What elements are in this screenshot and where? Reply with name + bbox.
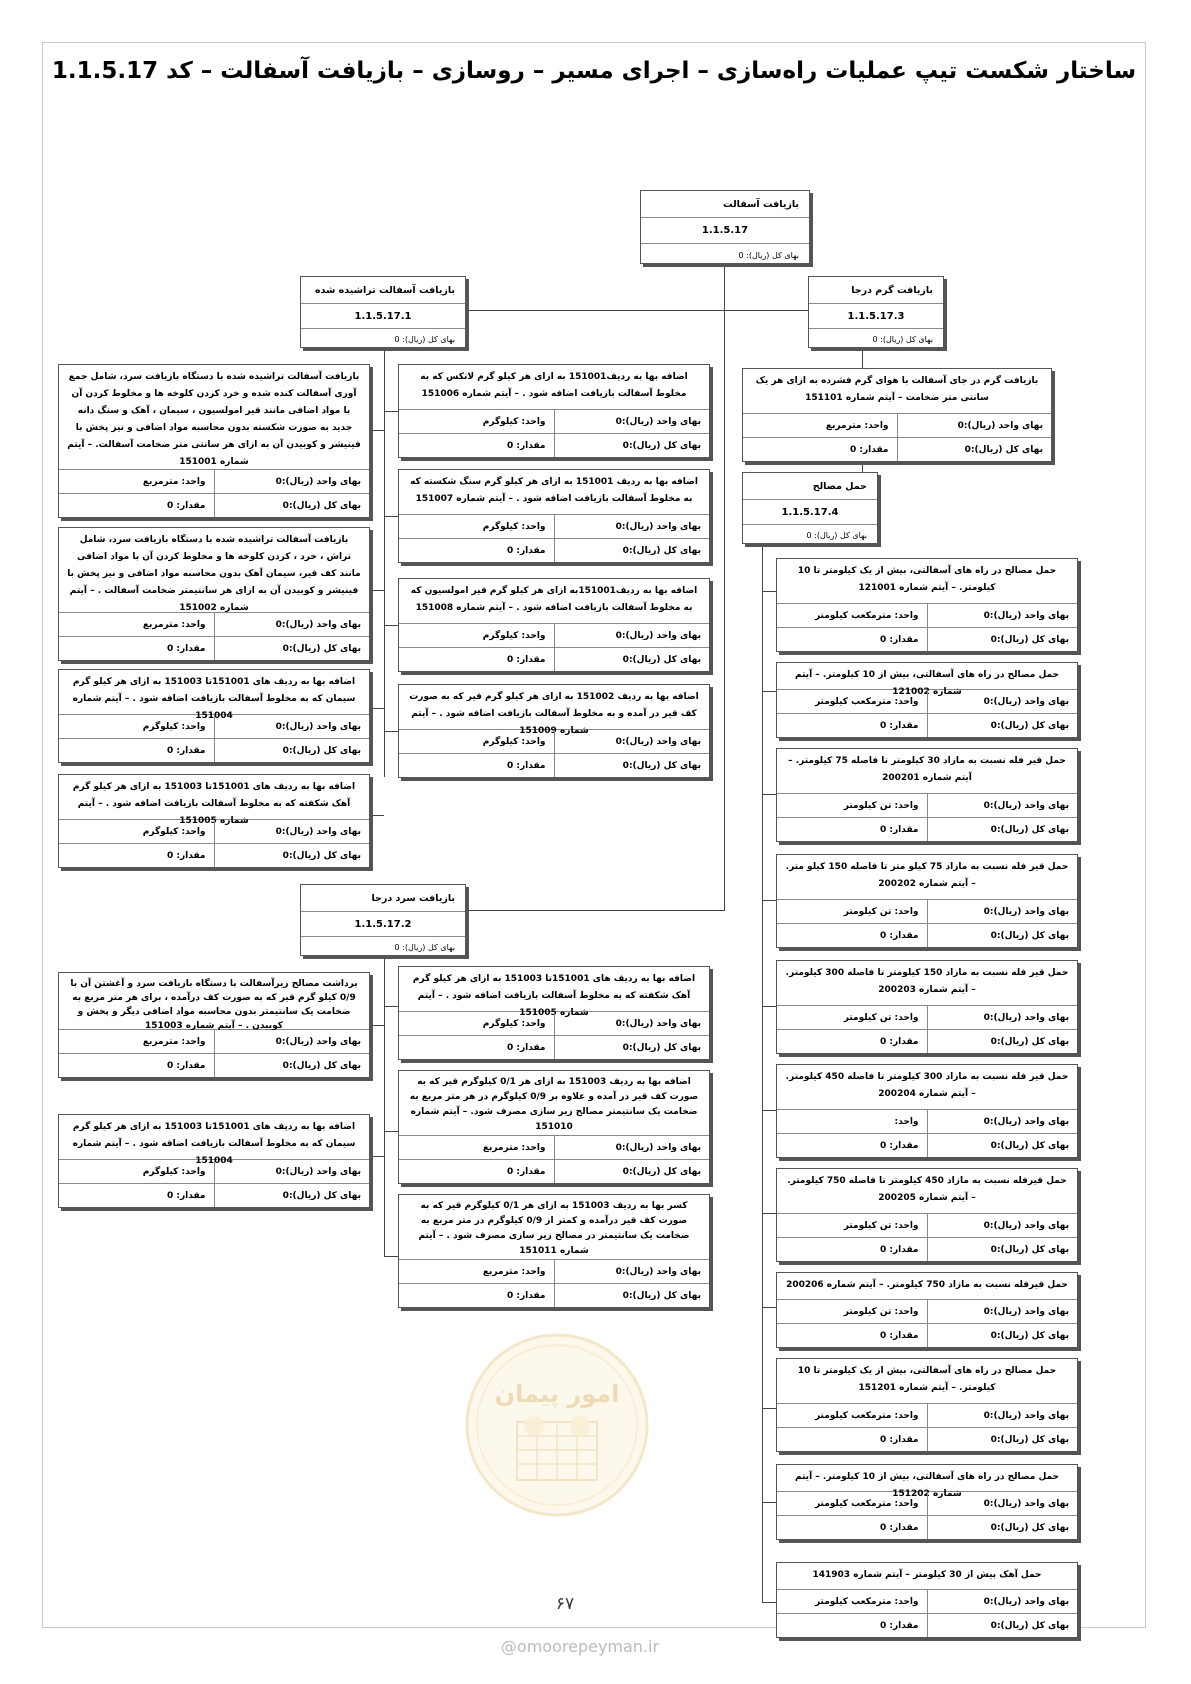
item-200204 [776,1064,1078,1158]
item-total-price: بهای کل (ریال):0 [554,539,710,562]
item-total-price: بهای کل (ریال):0 [927,1030,1078,1053]
node-scraped [300,276,466,348]
item-row [777,1005,1077,1029]
item-quantity: مقدار: 0 [879,1140,919,1151]
item-unit-price: بهای واحد (ریال):0 [554,730,710,753]
node-root-name: بازیافت آسفالت [641,191,809,218]
item-total-price: بهای کل (ریال):0 [927,1614,1078,1637]
item-151009 [398,684,710,778]
item-151008 [398,578,710,672]
item-row [399,433,709,457]
item-row [59,1159,369,1183]
item-quantity: مقدار: 0 [166,643,206,654]
watermark-text: امور پیمان [494,1380,620,1408]
item-row [743,437,1051,461]
item-unit: واحد: مترمربع [142,619,206,630]
item-row [399,1159,709,1183]
item-row [399,514,709,538]
item-row [399,729,709,753]
item-desc: حمل قیر فله نسبت به مازاد 150 کیلومتر تا فاصله 300 کیلومتر. – آیتم شماره 200203 [785,968,1069,995]
item-row [777,1403,1077,1427]
item-desc: اضافه بها به ردیف های 151001تا 151003 به ازای هر کیلو گرم آهک شکفته که به مخلوط آسفالت بازیافت اضافه شود . – آیتم شماره 151005 [412,974,696,1018]
item-total-price: بهای کل (ریال):0 [214,739,370,762]
node-scraped-name: بازیافت آسفالت تراشیده شده [301,277,465,304]
item-desc: حمل قیر فله نسبت به مازاد 75 کیلو متر تا فاصله 150 کیلو متر. – آیتم شماره 200202 [785,862,1069,889]
item-total-price: بهای کل (ریال):0 [927,1134,1078,1157]
item-row [777,603,1077,627]
item-total-price: بهای کل (ریال):0 [554,648,710,671]
item-unit-price: بهای واحد (ریال):0 [554,1012,710,1035]
node-cold-code: 1.1.5.17.2 [301,912,465,937]
item-total-price: بهای کل (ریال):0 [927,1428,1078,1451]
item-total-price: بهای کل (ریال):0 [214,1054,370,1077]
item-quantity: مقدار: 0 [506,545,546,556]
watermark-logo [462,1330,652,1520]
item-row [777,713,1077,737]
item-row [777,1427,1077,1451]
node-hot-name: بازیافت گرم درجا [809,277,943,304]
item-unit: واحد: مترمکعب کیلومتر [814,1498,919,1509]
item-151005-cold [398,966,710,1060]
item-row [777,1299,1077,1323]
item-quantity: مقدار: 0 [879,1522,919,1533]
item-151001 [58,364,370,518]
item-row [777,1109,1077,1133]
item-row [777,1133,1077,1157]
node-haul [742,472,878,544]
item-200201 [776,748,1078,842]
item-151007 [398,469,710,563]
item-row [777,1515,1077,1539]
item-row [777,923,1077,947]
item-row [59,738,369,762]
node-cold-name: بازیافت سرد درجا [301,885,465,912]
item-151101 [742,368,1052,462]
item-unit-price: بهای واحد (ریال):0 [927,1590,1078,1613]
item-row [59,843,369,867]
item-unit: واحد: مترمربع [142,476,206,487]
item-unit: واحد: مترمکعب کیلومتر [814,1410,919,1421]
item-total-price: بهای کل (ریال):0 [554,1036,710,1059]
item-151010 [398,1070,710,1184]
node-scraped-code: 1.1.5.17.1 [301,304,465,329]
item-unit: واحد: کیلوگرم [482,630,546,641]
item-200203 [776,960,1078,1054]
item-desc: بازیافت آسفالت تراشیده شده با دستگاه بازیافت سرد، شامل تراش ، خرد ، کردن کلوخه ها و مخلوط کردن آن با مواد اضافی مانند کف قیر، سیمان آهک بدون محاسبه مواد اضافی و نیز پخش با فینیشر و کوبیدن آن به ازای هر سانتیمتر ضخامت آسفالت . – آیتم شماره 151002 [67,535,361,613]
item-total-price: بهای کل (ریال):0 [214,494,370,517]
item-total-price: بهای کل (ریال):0 [214,637,370,660]
item-total-price: بهای کل (ریال):0 [214,1184,370,1207]
item-quantity: مقدار: 0 [879,1620,919,1631]
item-quantity: مقدار: 0 [166,745,206,756]
item-unit-price: بهای واحد (ریال):0 [927,1110,1078,1133]
item-row [399,753,709,777]
item-151003 [58,972,370,1078]
item-row [777,1213,1077,1237]
item-quantity: مقدار: 0 [849,444,889,455]
item-total-price: بهای کل (ریال):0 [554,1284,710,1307]
item-row [777,1589,1077,1613]
item-total-price: بهای کل (ریال):0 [927,924,1078,947]
item-unit: واحد: کیلوگرم [482,1018,546,1029]
item-desc: برداشت مصالح زیرآسفالت با دستگاه بازیافت سرد و آغشتن آن با 0/9 کیلو گرم قیر که به صورت کف درآمده ، برای هر متر مربع به ضخامت یک سانتیمتر بدون محاسبه مواد اضافی دیگر و پخش و کوبیدن . – آیتم شماره 151003 [70,979,358,1031]
item-151004-cold [58,1114,370,1208]
item-unit: واحد: مترمکعب کیلومتر [814,610,919,621]
item-row [399,1283,709,1307]
item-unit-price: بهای واحد (ریال):0 [554,1136,710,1159]
item-unit-price: بهای واحد (ریال):0 [897,414,1052,437]
item-151201 [776,1358,1078,1452]
item-unit-price: بهای واحد (ریال):0 [927,604,1078,627]
item-quantity: مقدار: 0 [879,1330,919,1341]
item-row [777,1237,1077,1261]
item-total-price: بهای کل (ریال):0 [927,1238,1078,1261]
item-desc: اضافه بها به ردیف 151002 به ازای هر کیلو گرم قیر که به صورت کف قیر در آمده و به مخلوط آسفالت بازیافت اضافه شود . – آیتم شماره 151009 [409,692,699,736]
item-unit-price: بهای واحد (ریال):0 [927,900,1078,923]
item-unit: واحد: کیلوگرم [142,721,206,732]
item-quantity: مقدار: 0 [879,1244,919,1255]
item-unit-price: بهای واحد (ریال):0 [554,624,710,647]
item-quantity: مقدار: 0 [879,1434,919,1445]
item-unit-price: بهای واحد (ریال):0 [554,1260,710,1283]
item-141903 [776,1562,1078,1638]
item-row [399,623,709,647]
item-total-price: بهای کل (ریال):0 [554,1160,710,1183]
item-quantity: مقدار: 0 [166,1060,206,1071]
item-quantity: مقدار: 0 [166,850,206,861]
item-desc: حمل مصالح در راه های آسفالتی، بیش از یک کیلومتر تا 10 کیلومتر. – آیتم شماره 151201 [797,1366,1057,1393]
item-desc: اضافه بها به ردیف های 151001تا 151003 به ازای هر کیلو گرم سیمان که به مخلوط آسفالت بازیافت اضافه شود . – آیتم شماره 151004 [72,677,356,721]
item-121001 [776,558,1078,652]
item-row [399,647,709,671]
item-desc: حمل قیرفله نسبت به مازاد 450 کیلومتر تا فاصله 750 کیلومتر. – آیتم شماره 200205 [787,1176,1067,1203]
node-haul-price: بهای کل (ریال): 0 [806,531,867,540]
item-desc: حمل مصالح در راه های آسفالتی، بیش از 10 کیلومتر. – آیتم شماره 121002 [794,670,1060,697]
item-row [399,1259,709,1283]
item-total-price: بهای کل (ریال):0 [927,714,1078,737]
item-row [777,899,1077,923]
item-unit-price: بهای واحد (ریال):0 [927,690,1078,713]
node-hot-code: 1.1.5.17.3 [809,304,943,329]
item-row [777,1029,1077,1053]
item-desc: اضافه بها به ردیف های 151001تا 151003 به ازای هر کیلو گرم آهک شکفته که به مخلوط آسفالت بازیافت اضافه شود . – آیتم شماره 151005 [72,782,356,826]
item-desc: اضافه بها به ردیف151001 به ازای هر کیلو گرم لاتکس که به مخلوط آسفالت بازیافت اضافه شود . – آیتم شماره 151006 [420,372,688,399]
item-row [59,636,369,660]
item-200205 [776,1168,1078,1262]
page-title: ساختار شکست تیپ عملیات راه‌سازی – اجرای مسیر – روسازی – بازیافت آسفالت – کد 1.1.5.17 [51,58,1137,84]
item-quantity: مقدار: 0 [506,1042,546,1053]
item-151202 [776,1464,1078,1540]
item-total-price: بهای کل (ریال):0 [927,1516,1078,1539]
item-unit: واحد: کیلوگرم [482,521,546,532]
item-unit-price: بهای واحد (ریال):0 [554,410,710,433]
item-row [59,1053,369,1077]
item-total-price: بهای کل (ریال):0 [927,628,1078,651]
item-121002 [776,662,1078,738]
item-unit-price: بهای واحد (ریال):0 [927,794,1078,817]
item-total-price: بهای کل (ریال):0 [927,1324,1078,1347]
item-unit-price: بهای واحد (ریال):0 [214,613,370,636]
item-151005 [58,774,370,868]
item-row [399,538,709,562]
item-desc: حمل قیرفله نسبت به مازاد 750 کیلومتر. – آیتم شماره 200206 [786,1280,1068,1290]
item-200202 [776,854,1078,948]
item-quantity: مقدار: 0 [879,824,919,835]
item-unit-price: بهای واحد (ریال):0 [214,820,370,843]
item-desc: اضافه بها به ردیف 151003 به ازای هر 0/1 کیلوگرم قیر که به صورت کف قیر در آمده و علاوه بر 0/9 کیلوگرم در هر متر مربع به ضخامت یک سانتیمتر مصالح زیر سازی مصرف شود. – آیتم شماره 151010 [409,1077,699,1132]
item-unit-price: بهای واحد (ریال):0 [554,515,710,538]
node-hot-price: بهای کل (ریال): 0 [872,335,933,344]
item-row [59,493,369,517]
item-unit-price: بهای واحد (ریال):0 [214,715,370,738]
item-quantity: مقدار: 0 [506,1290,546,1301]
item-quantity: مقدار: 0 [506,1166,546,1177]
item-unit: واحد: کیلوگرم [142,826,206,837]
item-unit-price: بهای واحد (ریال):0 [214,1030,370,1053]
item-unit: واحد: تن کیلومتر [843,1012,919,1023]
item-row [399,1011,709,1035]
node-cold [300,884,466,956]
node-root-price: بهای کل (ریال): 0 [738,250,799,260]
item-unit: واحد: تن کیلومتر [843,1306,919,1317]
item-desc: اضافه بها به ردیف 151001 به ازای هر کیلو گرم سنگ شکسته که به مخلوط آسفالت بازیافت اضافه شود . – آیتم شماره 151007 [410,477,698,504]
item-row [59,714,369,738]
item-unit: واحد: کیلوگرم [482,736,546,747]
item-total-price: بهای کل (ریال):0 [554,754,710,777]
node-hot [808,276,944,348]
item-row [59,1183,369,1207]
item-unit: واحد: [894,1116,919,1127]
item-row [399,1135,709,1159]
item-row [777,1323,1077,1347]
item-unit: واحد: مترمکعب کیلومتر [814,696,919,707]
item-unit-price: بهای واحد (ریال):0 [927,1492,1078,1515]
node-root-code: 1.1.5.17 [641,218,809,244]
item-row [777,689,1077,713]
node-root [640,190,810,264]
item-unit: واحد: کیلوگرم [482,416,546,427]
item-quantity: مقدار: 0 [166,500,206,511]
item-desc: حمل آهک بیش از 30 کیلومتر – آیتم شماره 141903 [812,1570,1042,1580]
item-desc: کسر بها به ردیف 151003 به ازای هر 0/1 کیلوگرم قیر که به صورت کف قیر درآمده و کمتر از 0/9 کیلوگرم در متر مربع به ضخامت یک سانتیمتر در مصالح زیر سازی مصرف شود . – آیتم شماره 151011 [418,1201,690,1256]
item-151006 [398,364,710,458]
item-total-price: بهای کل (ریال):0 [897,438,1052,461]
item-quantity: مقدار: 0 [506,440,546,451]
item-desc: حمل مصالح در راه های آسفالتی، بیش از 10 کیلومتر. – آیتم شماره 151202 [794,1472,1060,1499]
item-row [59,1029,369,1053]
item-desc: حمل قیر فله نسبت به مازاد 30 کیلومتر تا فاصله 75 کیلومتر. – آیتم شماره 200201 [788,756,1066,783]
item-row [59,819,369,843]
item-row [743,413,1051,437]
item-row [777,627,1077,651]
item-row [399,409,709,433]
item-unit-price: بهای واحد (ریال):0 [927,1214,1078,1237]
item-unit: واحد: تن کیلومتر [843,800,919,811]
item-151004 [58,669,370,763]
item-quantity: مقدار: 0 [879,1036,919,1047]
page-number: ۶۷ [555,1594,575,1614]
item-row [777,793,1077,817]
item-desc: حمل مصالح در راه های آسفالتی، بیش از یک کیلومتر تا 10 کیلومتر. – آیتم شماره 121001 [797,566,1057,593]
item-quantity: مقدار: 0 [506,760,546,771]
node-haul-code: 1.1.5.17.4 [743,500,877,525]
item-quantity: مقدار: 0 [166,1190,206,1201]
item-quantity: مقدار: 0 [879,634,919,645]
item-total-price: بهای کل (ریال):0 [554,434,710,457]
item-quantity: مقدار: 0 [879,930,919,941]
item-desc: حمل قیر فله نسبت به مازاد 300 کیلومتر تا فاصله 450 کیلومتر. – آیتم شماره 200204 [785,1072,1069,1099]
item-unit: واحد: کیلوگرم [142,1166,206,1177]
item-151002 [58,527,370,661]
node-cold-price: بهای کل (ریال): 0 [394,943,455,952]
item-desc: بازیافت گرم در جای آسفالت با هوای گرم فشرده به ازای هر یک سانتی متر ضخامت – آیتم شماره 151101 [755,376,1039,403]
item-total-price: بهای کل (ریال):0 [214,844,370,867]
item-unit: واحد: تن کیلومتر [843,1220,919,1231]
item-row [59,612,369,636]
item-row [399,1035,709,1059]
item-total-price: بهای کل (ریال):0 [927,818,1078,841]
item-unit-price: بهای واحد (ریال):0 [214,1160,370,1183]
item-desc: اضافه بها به ردیف های 151001تا 151003 به ازای هر کیلو گرم سیمان که به مخلوط آسفالت بازیافت اضافه شود . – آیتم شماره 151004 [72,1122,356,1166]
website-watermark: @omoorepeyman.ir [500,1637,660,1656]
item-unit: واحد: تن کیلومتر [843,906,919,917]
item-row [777,1613,1077,1637]
item-desc: بازیافت آسفالت تراشیده شده با دستگاه بازیافت سرد، شامل جمع آوری آسفالت کنده شده و خرد کردن کلوخه ها و مخلوط کردن آن با مواد اضافی مانند قیر امولسیون ، سیمان ، آهک و سنگ دانه جدید به صورت شکسته بدون محاسبه مواد اضافی و نیز پخش با فینیشر و کوبیدن آن به ازای هر سانتی متر ضخامت آسفالت. – آیتم شماره 151001 [67,372,361,467]
item-151011 [398,1194,710,1308]
item-row [777,817,1077,841]
item-quantity: مقدار: 0 [879,720,919,731]
item-quantity: مقدار: 0 [506,654,546,665]
node-scraped-price: بهای کل (ریال): 0 [394,335,455,344]
item-unit-price: بهای واحد (ریال):0 [927,1404,1078,1427]
node-haul-name: حمل مصالح [743,473,877,500]
item-unit: واحد: مترمربع [482,1142,546,1153]
item-desc: اضافه بها به ردیف151001به ازای هر کیلو گرم قیر امولسیون که به مخلوط آسفالت بازیافت اضافه شود . – آیتم شماره 151008 [410,586,698,613]
item-unit: واحد: مترمربع [482,1266,546,1277]
item-unit-price: بهای واحد (ریال):0 [927,1006,1078,1029]
item-unit: واحد: مترمربع [142,1036,206,1047]
item-unit: واحد: مترمکعب کیلومتر [814,1596,919,1607]
item-unit-price: بهای واحد (ریال):0 [927,1300,1078,1323]
item-row [777,1491,1077,1515]
item-unit: واحد: مترمربع [825,420,889,431]
item-200206 [776,1272,1078,1348]
item-unit-price: بهای واحد (ریال):0 [214,470,370,493]
item-row [59,469,369,493]
